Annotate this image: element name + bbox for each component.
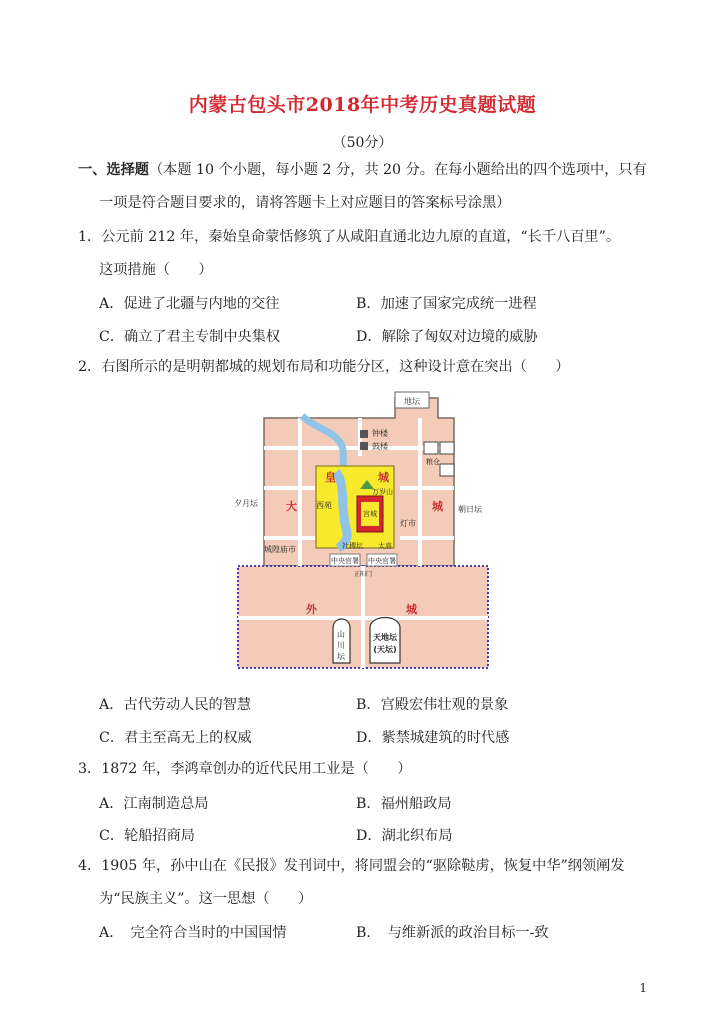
map-label-taimiao: 太庙: [378, 542, 392, 550]
map-label-imperial-1: 皇: [325, 471, 336, 484]
ming-capital-map: [220, 388, 500, 673]
q2-option-a[interactable]: A．古代劳动人民的智慧: [99, 697, 252, 713]
map-label-sheji: 社稷坛: [342, 542, 363, 550]
q4-option-a[interactable]: A． 完全符合当时的中国国情: [99, 925, 287, 941]
question-1-stem: 1．公元前 212 年，秦始皇命蒙恬修筑了从咸阳直通北边九原的直道，“长千八百里”。: [78, 229, 621, 245]
q3-option-a[interactable]: A．江南制造总局: [99, 796, 209, 812]
q2-option-c[interactable]: C．君主至高无上的权威: [99, 730, 252, 746]
question-4-stem: 4．1905 年，孙中山在《民报》发刊词中，将同盟会的“驱除鞑虏，恢复中华”纲领阐发: [78, 858, 625, 874]
map-label-mountain-2: 川: [337, 641, 345, 650]
map-label-outer-1: 外: [306, 603, 317, 616]
map-label-palace: 宫城: [363, 510, 377, 518]
map-label-office-east: 中央官署: [368, 557, 396, 565]
question-4-stem-cont: 为“民族主义”。这一思想（ ）: [99, 891, 313, 907]
q1-option-c[interactable]: C．确立了君主专制中央集权: [99, 329, 281, 345]
map-label-altar-sun: 朝日坛: [458, 505, 482, 514]
map-label-imperial-2: 城: [378, 471, 389, 484]
map-label-gate: 正阳门: [353, 571, 373, 578]
score-note: （50分）: [332, 135, 393, 151]
map-label-granary: 粮仓: [426, 458, 440, 466]
q2-option-b[interactable]: B．宫殿宏伟壮观的景象: [356, 697, 509, 713]
map-label-city-god: 城隍庙市: [264, 545, 296, 554]
q4-option-b[interactable]: B． 与维新派的政治目标一-致: [356, 925, 549, 941]
page-title: 内蒙古包头市2018年中考历史真题试题: [188, 94, 537, 116]
question-3-stem: 3．1872 年，李鸿章创办的近代民用工业是（ ）: [78, 761, 412, 777]
section-intro-line-2: 一项是符合题目要求的，请将答题卡上对应题目的答案标号涂黑）: [99, 195, 511, 211]
map-label-heaven-1: 天地坛: [373, 633, 397, 642]
map-label-coal-hill: 万岁山: [372, 488, 393, 496]
map-label-mountain-1: 山: [337, 630, 345, 639]
q3-option-c[interactable]: C．轮船招商局: [99, 828, 195, 844]
map-label-office-west: 中央官署: [331, 557, 359, 565]
q3-option-d[interactable]: D．湖北织布局: [356, 828, 453, 844]
section-heading: 一、选择题: [78, 162, 149, 178]
map-label-altar-moon: 夕月坛: [234, 499, 258, 508]
page-number: 1: [639, 981, 647, 995]
map-label-temple-earth: 地坛: [404, 397, 420, 406]
q1-option-a[interactable]: A．促进了北疆与内地的交往: [99, 296, 280, 312]
question-1-stem-cont: 这项措施（ ）: [99, 262, 213, 278]
map-label-inner-1: 大: [286, 500, 297, 513]
section-intro-line-1: [78, 160, 647, 180]
map-label-bell-tower: 钟楼: [372, 429, 388, 438]
q2-option-d[interactable]: D．紫禁城建筑的时代感: [356, 730, 510, 746]
map-label-mountain-3: 坛: [337, 652, 345, 661]
section-intro: （本题 10 个小题，每小题 2 分，共 20 分。在每小题给出的四个选项中，只有: [148, 162, 647, 178]
map-label-outer-2: 城: [406, 603, 417, 616]
map-label-inner-2: 城: [432, 500, 443, 513]
q1-option-b[interactable]: B．加速了国家完成统一进程: [356, 296, 537, 312]
question-2-stem: 2．右图所示的是明朝都城的规划布局和功能分区，这种设计意在突出（ ）: [78, 359, 570, 375]
map-label-heaven-2: (天坛): [373, 645, 397, 654]
map-label-west-garden: 西苑: [316, 501, 332, 510]
q1-option-d[interactable]: D．解除了匈奴对边境的威胁: [356, 329, 538, 345]
q3-option-b[interactable]: B．福州船政局: [356, 796, 452, 812]
map-label-lamp-market: 灯市: [400, 519, 416, 528]
map-label-drum-tower: 鼓楼: [372, 442, 388, 451]
